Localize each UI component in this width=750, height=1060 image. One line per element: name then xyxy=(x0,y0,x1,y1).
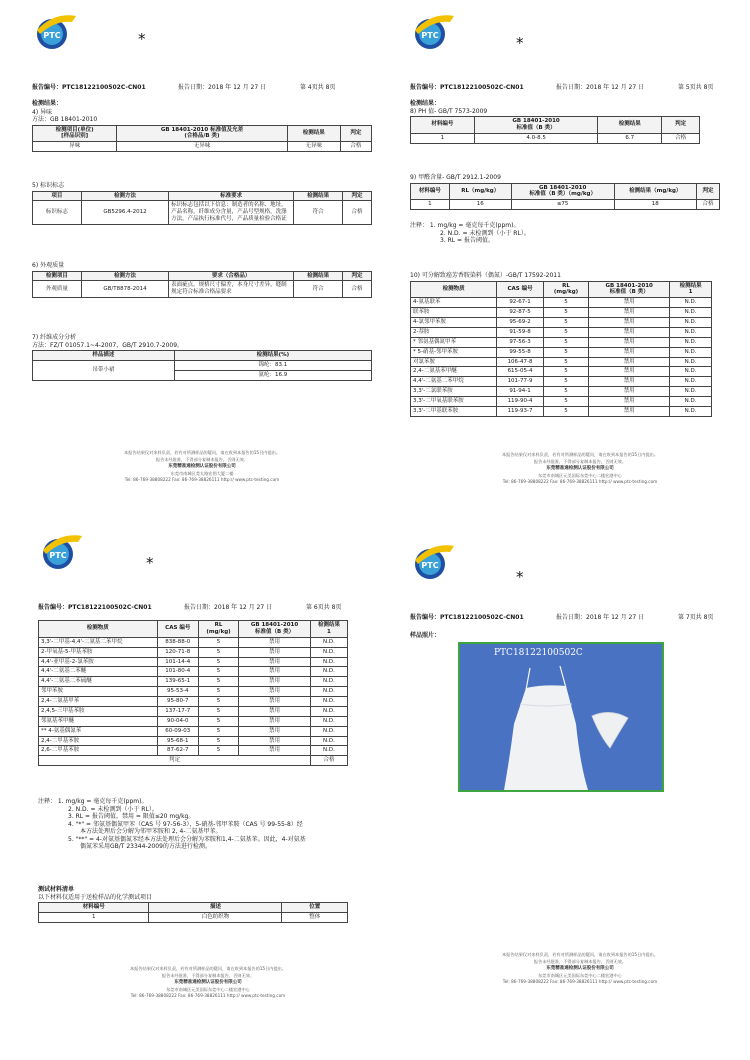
table-row: ** 4-氨基偶氮苯 60-09-03 5 禁用 N.D. xyxy=(39,726,348,736)
svg-text:PTC: PTC xyxy=(421,561,439,570)
report-page-6 xyxy=(38,530,378,1030)
table-row: 吊带小裙 锦纶：83.1 xyxy=(33,360,372,370)
section-method: 方法：GB 18401-2010 xyxy=(32,116,98,123)
fiber-table: 样品描述 检测结果(%) 吊带小裙 锦纶：83.1 氨纶：16.9 xyxy=(32,350,372,381)
table-row: * 邻氨基偶氮甲苯 97-56-3 5 禁用 N.D. xyxy=(411,337,712,347)
table-row: 4-氨基联苯 92-67-1 5 禁用 N.D. xyxy=(411,298,712,308)
asterisk-mark: * xyxy=(138,30,146,48)
report-number: 报告编号：PTC18122100502C-CN01 xyxy=(410,614,524,621)
ptc-logo-icon xyxy=(410,540,456,580)
photo-caption: PTC18122100502C xyxy=(494,648,583,658)
section-4-odor xyxy=(32,100,372,152)
report-page-4 xyxy=(32,10,372,510)
material-table: 材料编号 描述 位置 1 白色纺织物 整体 xyxy=(38,902,348,923)
table-row: 1 4.0-8.5 6.7 合格 xyxy=(411,133,700,143)
section-title: 9) 甲醛含量- GB/T 2912.1-2009 xyxy=(410,174,501,181)
svg-text:PTC: PTC xyxy=(43,31,61,40)
report-number: 报告编号：PTC18122100502C-CN01 xyxy=(32,84,146,91)
section-9-formaldehyde xyxy=(410,174,720,210)
asterisk-mark: * xyxy=(516,34,524,52)
section-7-fiber xyxy=(32,334,372,381)
section-title: 测试材料清单 xyxy=(38,886,75,893)
page-number: 第 6页共 8页 xyxy=(306,604,342,611)
sample-photo xyxy=(458,642,664,792)
table-row: 异味 无异味 无异味 合格 xyxy=(33,142,372,152)
formaldehyde-table: 材料编号 RL（mg/kg） GB 18401-2010 标准值（B 类）（mg/kg） 检测结果（mg/kg） 判定 1 16 ≤75 18 合格 xyxy=(410,183,720,211)
section-10-azo xyxy=(410,272,712,417)
table-row: 标识标志 GB5296.4-2012 标识标志包括以下信息：制造者的名称、地址，产品名称，纤维成分含量，产品号型规格，洗涤方法，产品执行标准代号，产品质量检验合格证 符合 合格 xyxy=(33,201,372,225)
table-row: 3,3'-二氯联苯胺 91-94-1 5 禁用 N.D. xyxy=(411,387,712,397)
report-footer: 本报告结果仅对来样负责，若有对所测样品的疑问，请在收到本报告的15日内提出。 报告未经批准，不得部分复制本报告，否则无效。 东莞精准通检测认证股份有限公司 东莞市南城区莞太路宏图大厦二楼 Tel: 86-769-38808222 Fax: 86-769-38826111 http:// www.ptc-testing.com xyxy=(123,450,281,483)
section-title: 10) 可分解致癌芳香胺染料（偶氮）-GB/T 17592-2011 xyxy=(410,272,561,279)
report-date: 报告日期：2018 年 12 月 27 日 xyxy=(178,84,267,91)
page-number: 第 4页共 8页 xyxy=(300,84,336,91)
table-row: 4,4'-二氨基二苯硫醚 139-65-1 5 禁用 N.D. xyxy=(39,677,348,687)
table-row: 4-氯邻甲苯胺 95-69-2 5 禁用 N.D. xyxy=(411,318,712,328)
table-row: 联苯胺 92-87-5 5 禁用 N.D. xyxy=(411,308,712,318)
table-row: 3,3'-二甲氧基联苯胺 119-90-4 5 禁用 N.D. xyxy=(411,397,712,407)
report-date: 报告日期：2018 年 12 月 27 日 xyxy=(556,84,645,91)
svg-text:PTC: PTC xyxy=(421,31,439,40)
section-subtitle: 以下材料仅适用于送检样品的化学测试项目 xyxy=(38,893,153,901)
table-row: 2,4-二氨基甲苯 95-80-7 5 禁用 N.D. xyxy=(39,697,348,707)
table-row: 2,4-二甲基苯胺 95-68-1 5 禁用 N.D. xyxy=(39,736,348,746)
dress-garment-icon xyxy=(460,644,662,790)
table-row: 4,4'-二氨基二苯醚 101-80-4 5 禁用 N.D. xyxy=(39,667,348,677)
table-row: 2,4-二氨基苯甲醚 615-05-4 5 禁用 N.D. xyxy=(411,367,712,377)
section-method: 方法：FZ/T 01057.1~4-2007，GB/T 2910.7-2009。 xyxy=(32,341,184,349)
section-label: 检测结果： xyxy=(410,100,441,107)
table-row: 4,4'-亚甲基-2-氯苯胺 101-14-4 5 禁用 N.D. xyxy=(39,657,348,667)
table-row: 氨纶：16.9 xyxy=(33,370,372,380)
ptc-logo-icon xyxy=(38,530,84,570)
table-row: 4,4'-二氨基二苯甲烷 101-77-9 5 禁用 N.D. xyxy=(411,377,712,387)
section-6-appearance xyxy=(32,262,372,298)
table-row: 1 白色纺织物 整体 xyxy=(39,912,348,922)
table-row: 1 16 ≤75 18 合格 xyxy=(411,200,720,210)
section-title: 4) 异味 xyxy=(32,108,53,116)
table-row: 2,6-二甲基苯胺 87-62-7 5 禁用 N.D. xyxy=(39,746,348,756)
report-footer: 本报告结果仅对来样负责，若有对所测样品的疑问，请在收到本报告的15日内提出。 报告未经批准，不得部分复制本报告，否则无效。 东莞精准通检测认证股份有限公司 东莞市南城区元美国际东莞中心二楼宏港中心 Tel: 86-769-38808222 Fax: 86-769-38826111 http:// www.ptc-testing.com xyxy=(129,966,287,999)
table-row: * 5-硝基-邻甲苯胺 99-55-8 5 禁用 N.D. xyxy=(411,347,712,357)
table-row: 3,3'-二甲基-4,4'-二氨基二苯甲烷 838-88-0 5 禁用 N.D. xyxy=(39,637,348,647)
odor-table: 检测项目(单位) [样品识别] GB 18401-2010 标准值及允差 (合格品/B 类) 检测结果 判定 异味 无异味 无异味 合格 xyxy=(32,125,372,153)
report-footer: 本报告结果仅对来样负责，若有对所测样品的疑问，请在收到本报告的15日内提出。 报告未经批准，不得部分复制本报告，否则无效。 东莞精准通检测认证股份有限公司 东莞市南城区元美国际东莞中心二楼宏港中心 Tel: 86-769-38808222 Fax: 86-769-38826111 http:// www.ptc-testing.com xyxy=(501,952,659,985)
azo-table-continued xyxy=(38,620,348,766)
section-title: 5) 标识标志 xyxy=(32,182,65,189)
asterisk-mark: * xyxy=(516,568,524,586)
page-number: 第 7页共 8页 xyxy=(678,614,714,621)
appearance-table: 检测项目 检测方法 要求（合格品） 检测结果 判定 外观质量 GB/T8878-2014 表面疵点，规格尺寸偏差，本身尺寸差异，缝制规定符合标准合格品要求 符合 合格 xyxy=(32,271,372,299)
report-page-7 xyxy=(410,540,750,1040)
section-title: 6) 外观质量 xyxy=(32,262,65,269)
notes: 注释： 1. mg/kg = 毫克每千克(ppm)。 2. N.D. = 未检测到（小于 RL）。 3. RL = 报告阈值。 xyxy=(410,222,530,244)
svg-text:PTC: PTC xyxy=(49,551,67,560)
ptc-logo-icon xyxy=(410,10,456,50)
page-number: 第 5页共 8页 xyxy=(678,84,714,91)
report-footer: 本报告结果仅对来样负责，若有对所测样品的疑问，请在收到本报告的15日内提出。 报告未经批准，不得部分复制本报告，否则无效。 东莞精准通检测认证股份有限公司 东莞市南城区元美国际东莞中心二楼宏港中心 Tel: 86-769-38808222 Fax: 86-769-38826111 http:// www.ptc-testing.com xyxy=(501,452,659,485)
report-number: 报告编号：PTC18122100502C-CN01 xyxy=(38,604,152,611)
photo-label: 样品照片： xyxy=(410,632,441,639)
table-row: 邻甲苯胺 95-53-4 5 禁用 N.D. xyxy=(39,687,348,697)
section-8-ph xyxy=(410,100,700,144)
section-title: 7) 纤维成分分析 xyxy=(32,334,77,341)
section-5-labeling xyxy=(32,182,372,225)
report-date: 报告日期：2018 年 12 月 27 日 xyxy=(556,614,645,621)
table-row: 外观质量 GB/T8878-2014 表面疵点，规格尺寸偏差，本身尺寸差异，缝制规定符合标准合格品要求 符合 合格 xyxy=(33,281,372,298)
section-label: 检测结果： xyxy=(32,100,63,107)
asterisk-mark: * xyxy=(146,554,154,572)
table-row: 3,3'-二甲基联苯胺 119-93-7 5 禁用 N.D. xyxy=(411,406,712,416)
azo-table: 检测物质 CAS 编号 RL (mg/kg) GB 18401-2010 标准值（B 类） 检测结果 1 3,3'-二甲基-4,4'-二氨基二苯甲烷 838-88-0 5 禁用 N.D. 2-甲氧基-5-甲基苯胺 120-71-8 5 禁用 N.D. 4,4'-亚甲基-2-氯苯胺 101-14-4 5 禁用 N.D. 4,4'-二氨基二苯醚 101-80-4 5 禁用 N.D. 4,4'-二氨基二苯硫醚 139-65-1 5 禁用 N.D. 邻甲苯胺 95-53-4 5 禁用 N.D. 2,4-二氨基甲苯 95-80-7 5 禁用 N.D. 2,4,5-三甲基苯胺 137-17-7 5 禁用 N.D. 邻氨基苯甲醚 90-04-0 5 禁用 N.D. ** 4-氨基偶氮苯 60-09-03 5 禁用 N.D. 2,4-二甲基苯胺 95-68-1 5 禁用 N.D. 2,6-二甲基苯胺 87-62-7 5 禁用 N.D. 判定 合格 xyxy=(38,620,348,766)
report-date: 报告日期：2018 年 12 月 27 日 xyxy=(184,604,273,611)
notes: 注释： 1. mg/kg = 毫克每千克(ppm)。 2. N.D. = 未检测到（小于 RL）。 3. RL = 报告阈值，禁用 = 限值≤20 mg/kg。 4. "*" = 邻氨基偶氮甲苯（CAS 号 97-56-3），5-硝基-邻甲苯胺（CAS 号 99-55-8）经 本方法处理后会分解为邻甲苯胺和 2, 4-二氨基甲苯。 5. "**" = 4-对氨基偶氮苯经本方法处理后会分解为苯胺和1,4-二氨基苯。因此，4-对氨基 偶氮苯采用GB/T 23344-2009的方法进行检测。 xyxy=(38,798,306,850)
table-row: 2-甲氧基-5-甲基苯胺 120-71-8 5 禁用 N.D. xyxy=(39,647,348,657)
table-row: 邻氨基苯甲醚 90-04-0 5 禁用 N.D. xyxy=(39,716,348,726)
verdict-row: 判定 合格 xyxy=(39,756,348,766)
report-page-5 xyxy=(410,10,750,510)
section-title: 8) PH 值- GB/T 7573-2009 xyxy=(410,107,488,115)
table-row: 2,4,5-三甲基苯胺 137-17-7 5 禁用 N.D. xyxy=(39,706,348,716)
test-material-list xyxy=(38,886,348,923)
labeling-table: 项目 检测方法 标准要求 检测结果 判定 标识标志 GB5296.4-2012 标识标志包括以下信息：制造者的名称、地址，产品名称，纤维成分含量，产品号型规格，洗涤方法，产品执行标准代号，产品质量检验合格证 符合 合格 xyxy=(32,191,372,226)
ptc-logo-icon xyxy=(32,10,78,50)
table-row: 2-萘胺 91-59-8 5 禁用 N.D. xyxy=(411,327,712,337)
report-number: 报告编号：PTC18122100502C-CN01 xyxy=(410,84,524,91)
azo-table: 检测物质 CAS 编号 RL (mg/kg) GB 18401-2010 标准值（B 类） 检测结果 1 4-氨基联苯 92-67-1 5 禁用 N.D. 联苯胺 92-87-5 5 禁用 N.D. 4-氯邻甲苯胺 95-69-2 5 禁用 N.D. 2-萘胺 91-59-8 5 禁用 N.D. * 邻氨基偶氮甲苯 97-56-3 5 禁用 N.D. * 5-硝基-邻甲苯胺 99-55-8 5 禁用 N.D. 对氯苯胺 106-47-8 5 禁用 N.D. 2,4-二氨基苯甲醚 615-05-4 5 禁用 N.D. 4,4'-二氨基二苯甲烷 101-77-9 5 禁用 N.D. 3,3'-二氯联苯胺 91-94-1 5 禁用 N.D. 3,3'-二甲氧基联苯胺 119-90-4 5 禁用 N.D. 3,3'-二甲基联苯胺 119-93-7 5 禁用 N.D. xyxy=(410,281,712,417)
table-row: 对氯苯胺 106-47-8 5 禁用 N.D. xyxy=(411,357,712,367)
ph-table: 材料编号 GB 18401-2010 标准值（B 类） 检测结果 判定 1 4.0-8.5 6.7 合格 xyxy=(410,116,700,144)
